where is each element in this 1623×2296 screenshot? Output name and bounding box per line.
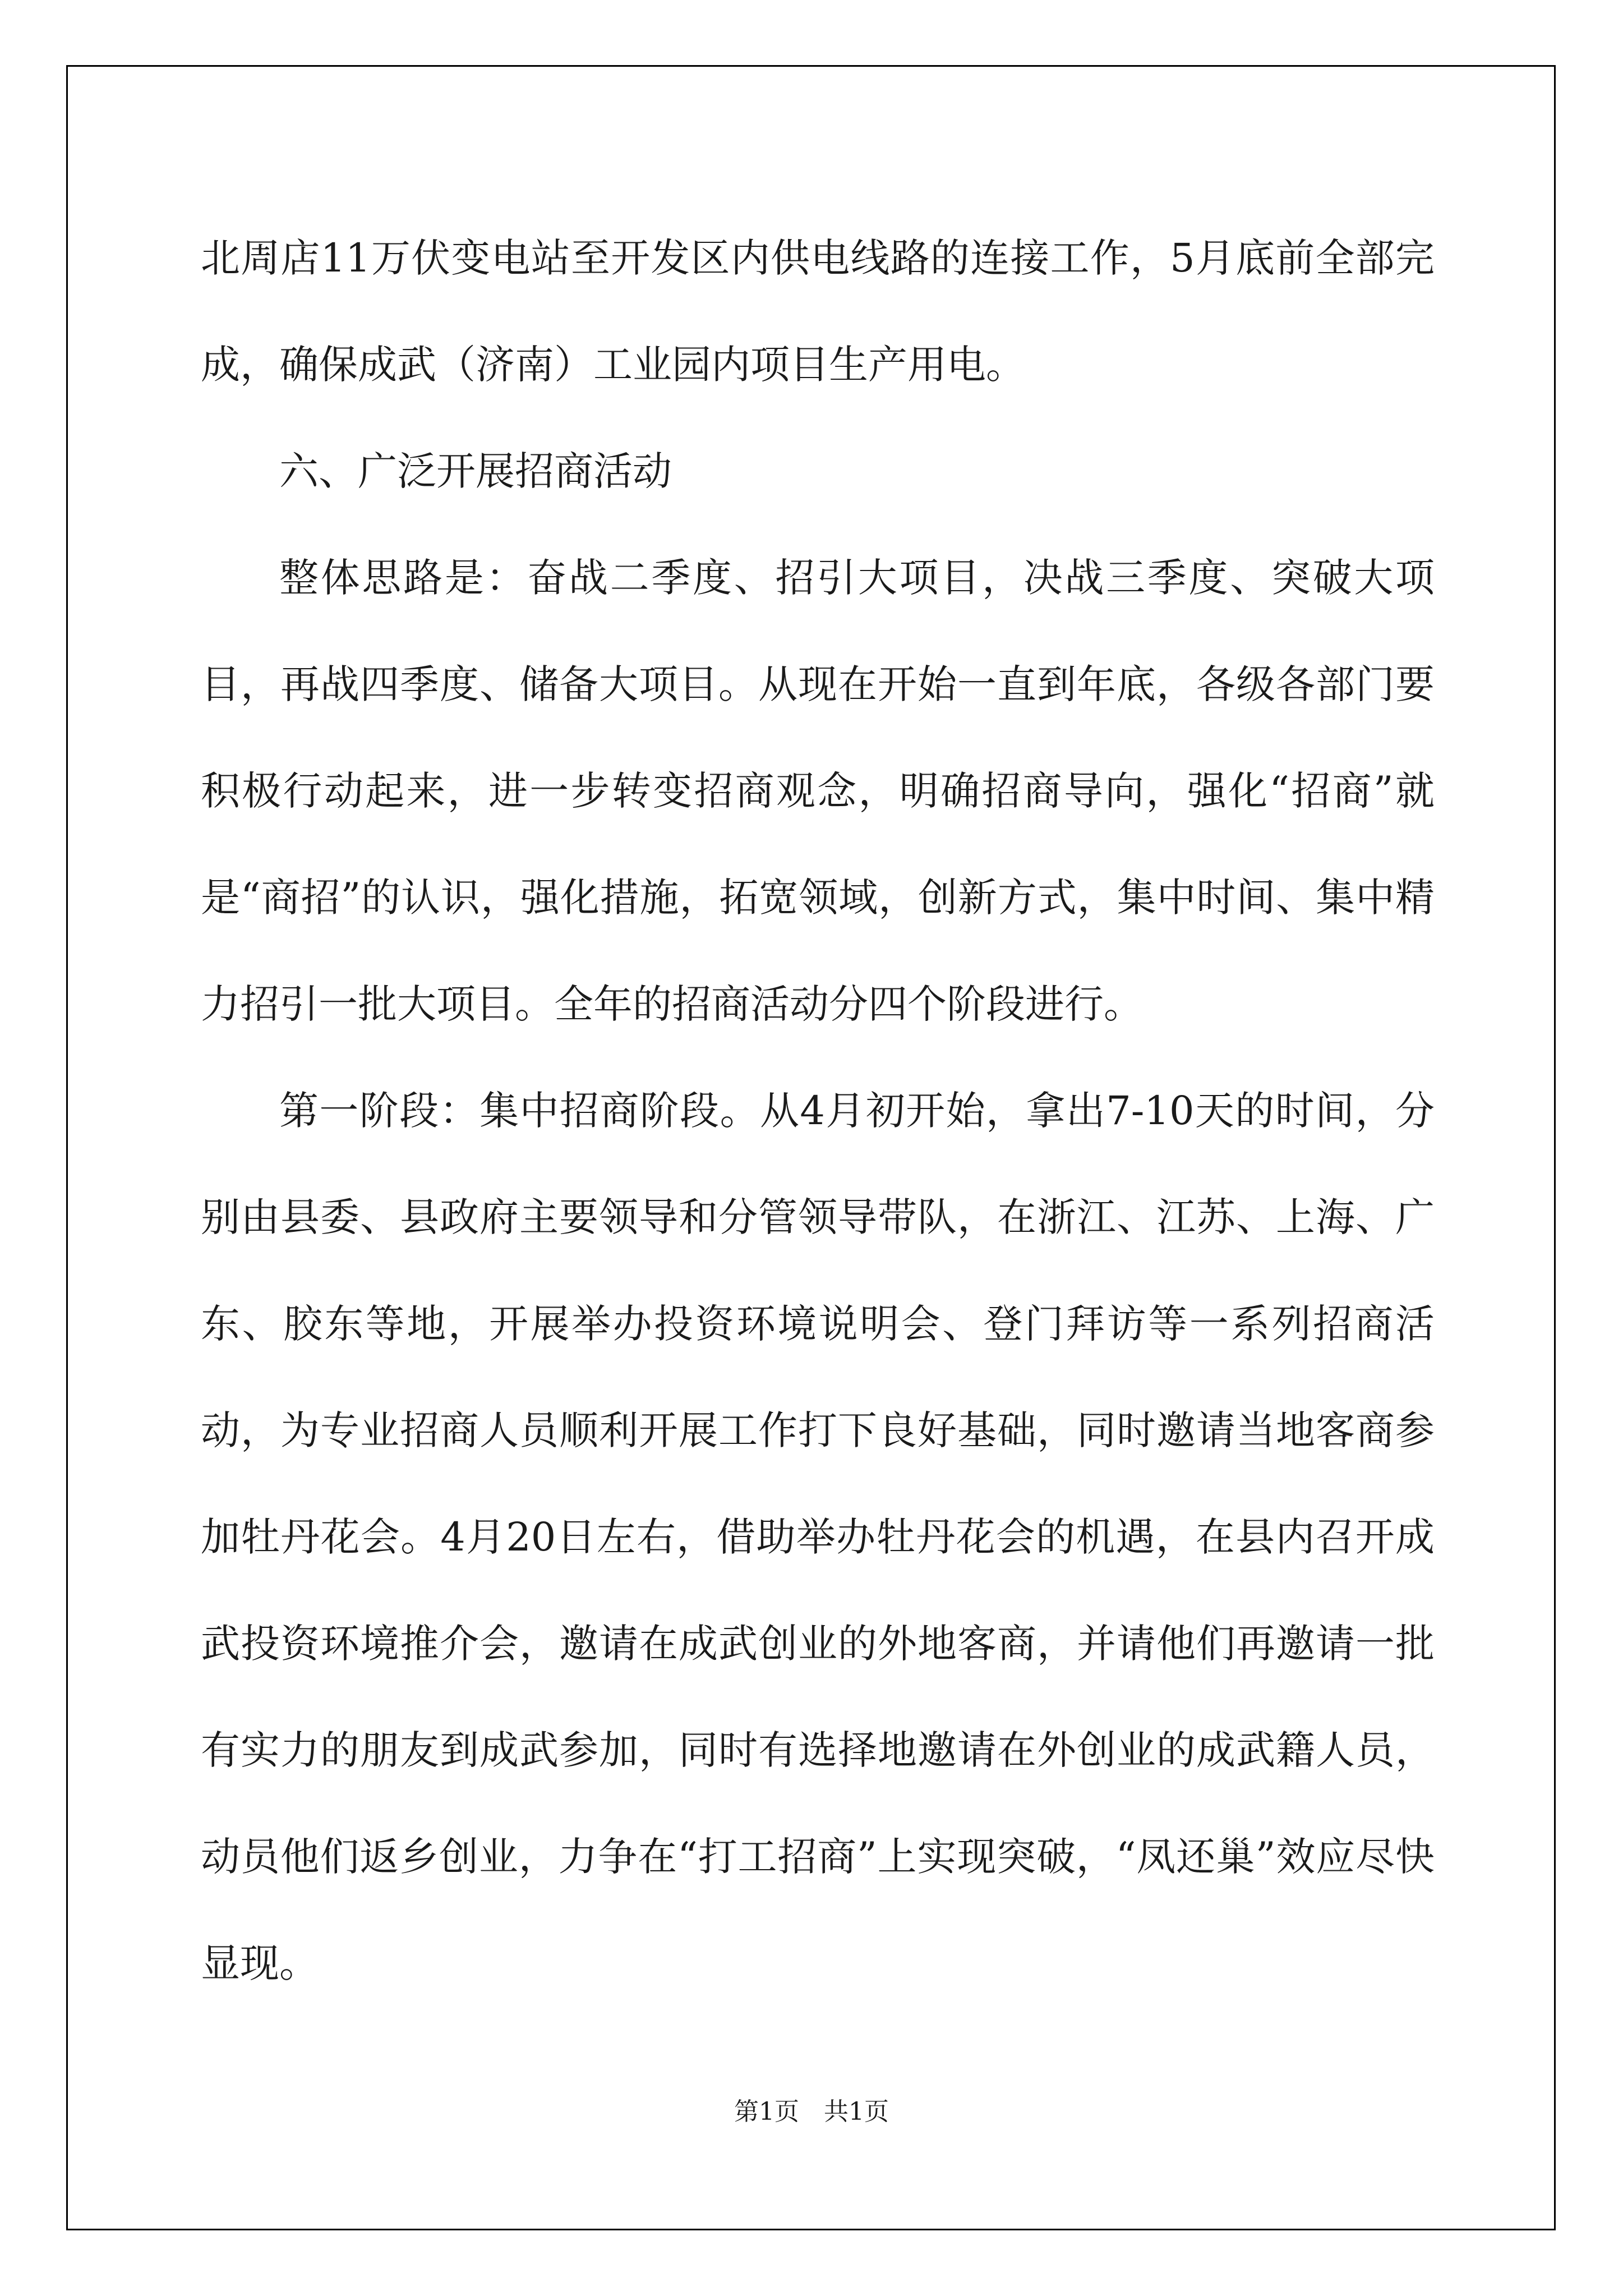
- page-total: 共1页: [824, 2097, 889, 2126]
- paragraph-continuation: 北周店11万伏变电站至开发区内供电线路的连接工作，5月底前全部完成，确保成武（济南）工业园内项目生产用电。: [201, 235, 1435, 388]
- page-number: 第1页: [734, 2097, 799, 2126]
- section-heading: 六、广泛开展招商活动: [279, 448, 672, 494]
- document-body: [201, 205, 1435, 2017]
- paragraph-phase-one: 第一阶段：集中招商阶段。从4月初开始，拿出7-10天的时间，分别由县委、县政府主要领导和分管领导带队，在浙江、江苏、上海、广东、胶东等地，开展举办投资环境说明会、登门拜访等一系列招商活动，为专业招商人员顺利开展工作打下良好基础，同时邀请当地客商参加牡丹花会。4月20日左右，借助举办牡丹花会的机遇，在县内召开成武投资环境推介会，邀请在成武创业的外地客商，并请他们再邀请一批有实力的朋友到成武参加，同时有选择地邀请在外创业的成武籍人员，动员他们返乡创业，力争在“打工招商”上实现突破，“凤还巢”效应尽快显现。: [201, 1088, 1435, 1986]
- paragraph-overall-approach: 整体思路是：奋战二季度、招引大项目，决战三季度、突破大项目，再战四季度、储备大项目。从现在开始一直到年底，各级各部门要积极行动起来，进一步转变招商观念，明确招商导向，强化“招商”就是“商招”的认识，强化措施，拓宽领域，创新方式，集中时间、集中精力招引一批大项目。全年的招商活动分四个阶段进行。: [201, 555, 1435, 1027]
- page-footer: [0, 2095, 1623, 2129]
